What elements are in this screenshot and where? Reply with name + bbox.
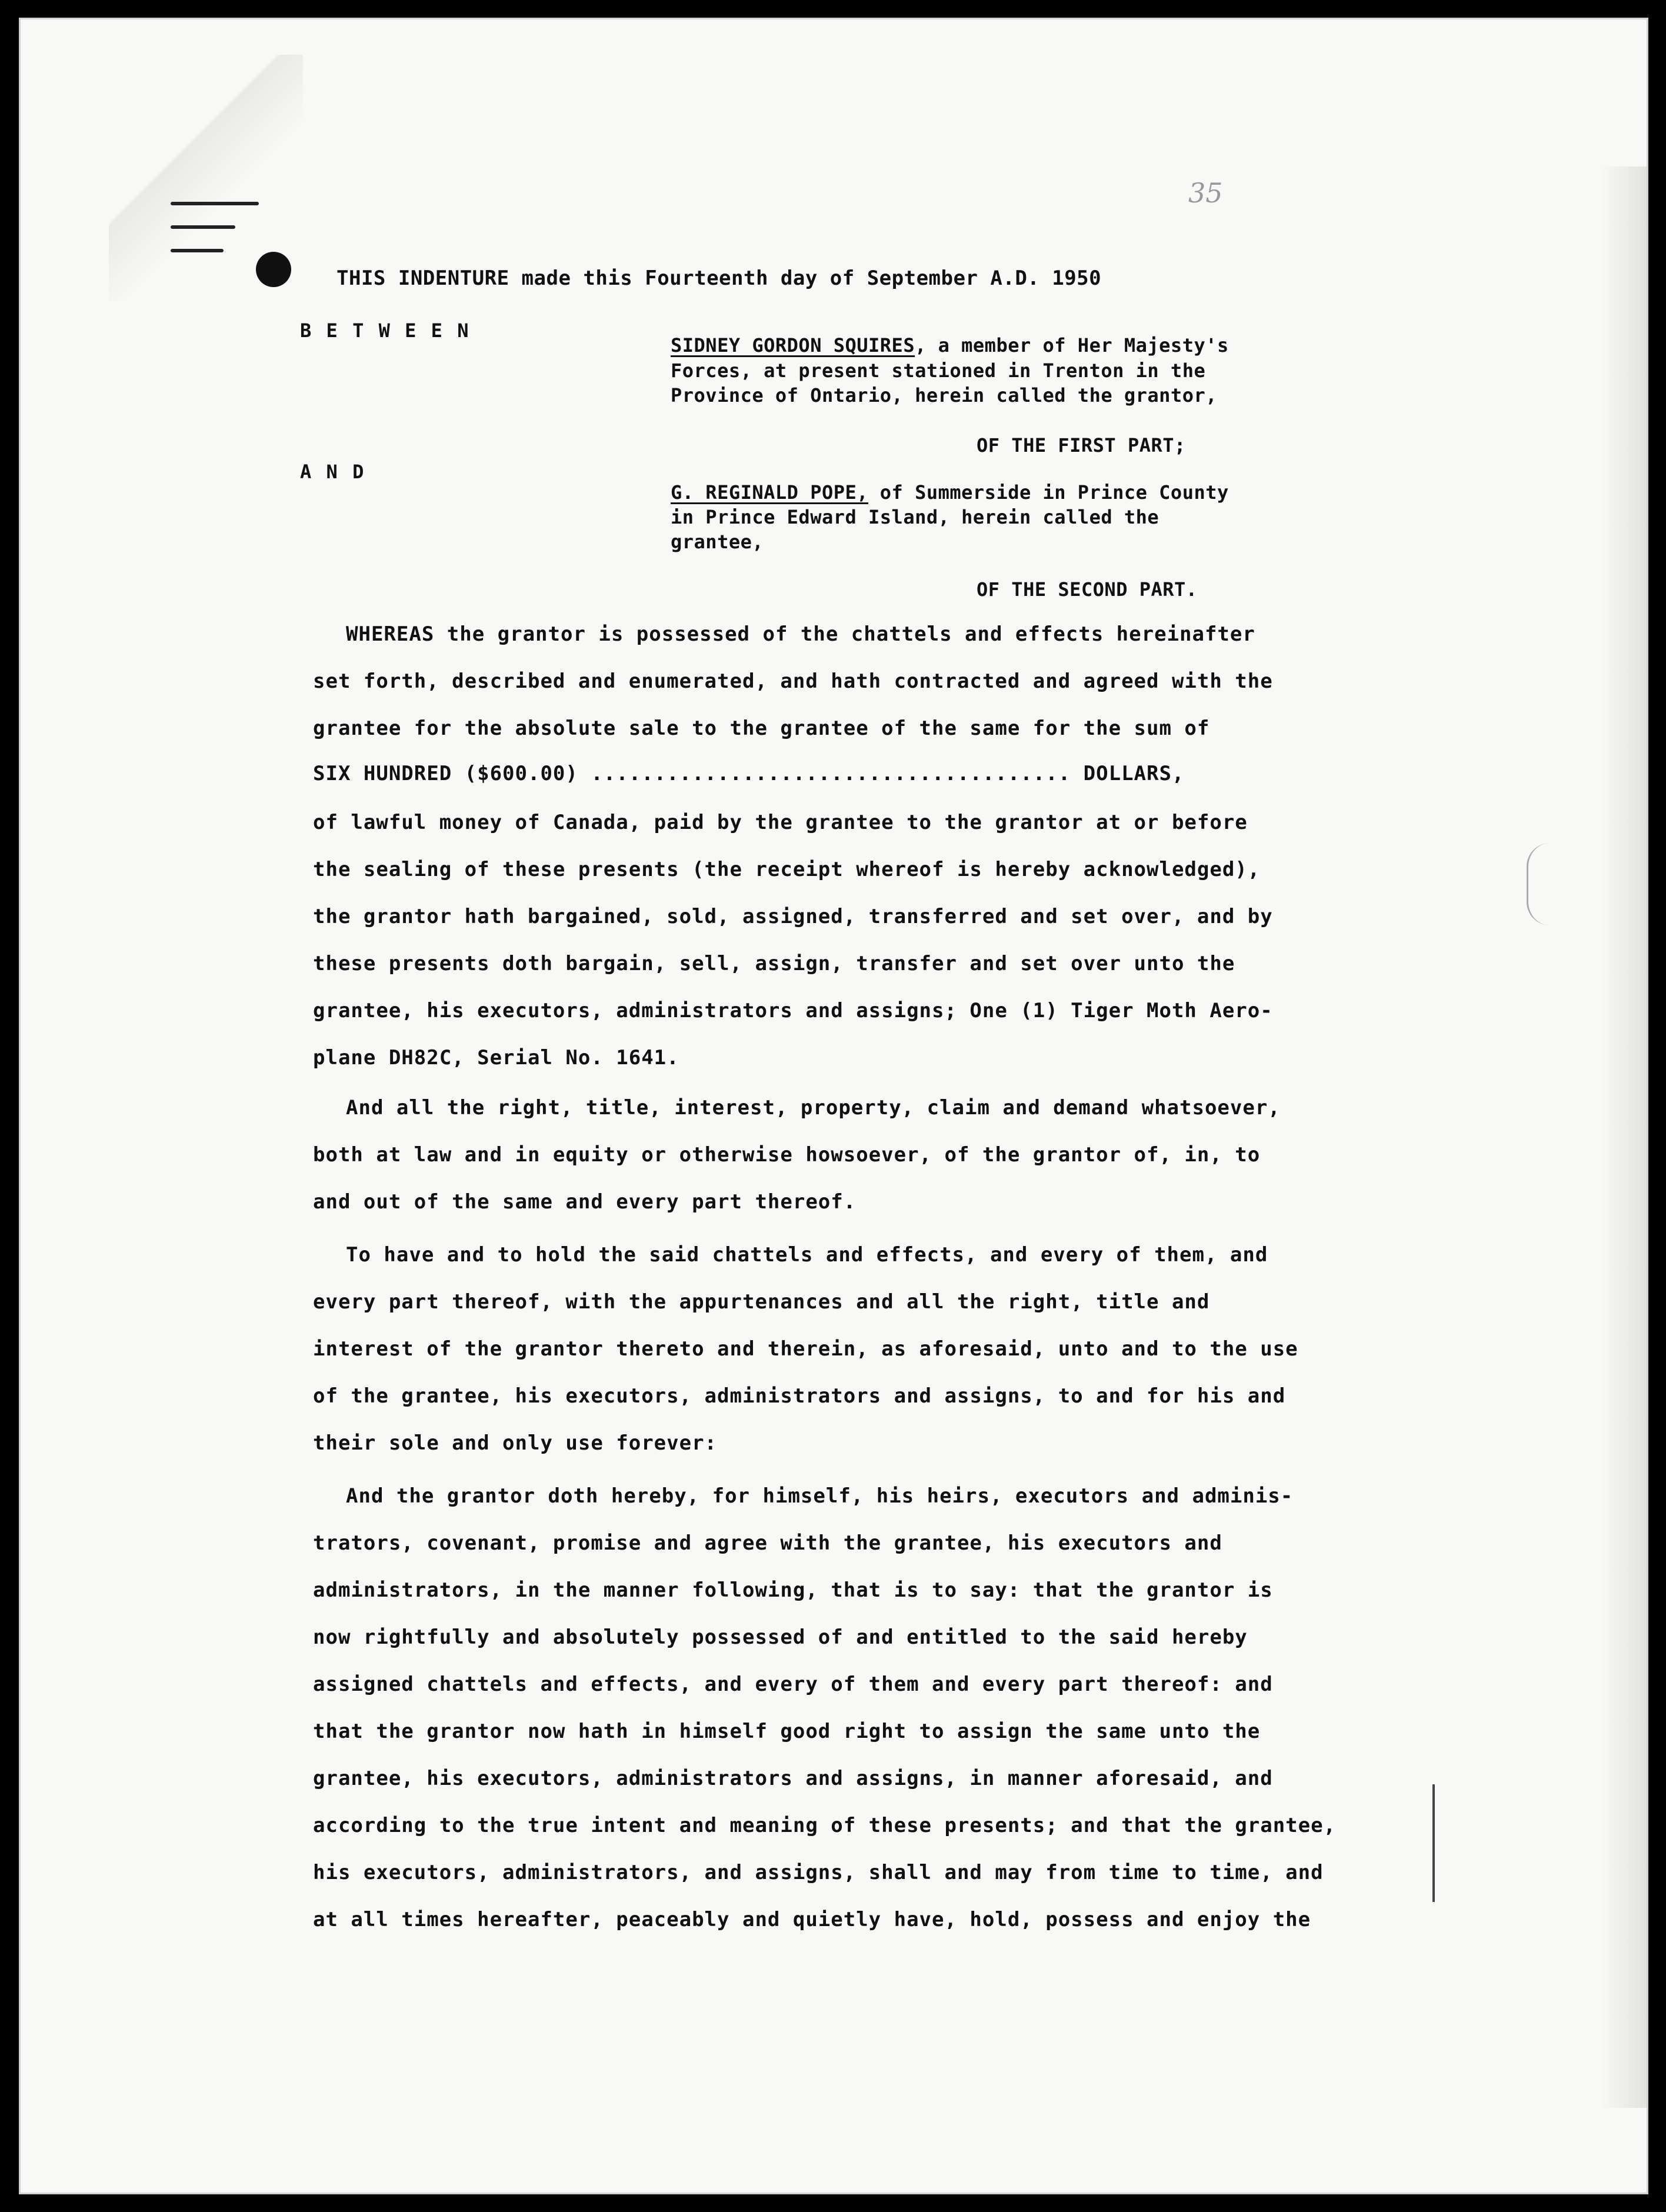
- grantee-line-3: grantee,: [671, 531, 764, 553]
- body-line: now rightfully and absolutely possessed of and entitled to the said hereby: [313, 1625, 1248, 1649]
- grantee-line-1: G. REGINALD POPE, of Summerside in Prince County: [671, 481, 1229, 504]
- scan-artifact: [1527, 843, 1552, 925]
- between-label: B E T W E E N: [300, 319, 471, 342]
- body-line: And the grantor doth hereby, for himself, his heirs, executors and adminis-: [346, 1484, 1294, 1508]
- body-line: and out of the same and every part thereof.: [313, 1190, 857, 1214]
- page-edge-shadow: [1600, 166, 1647, 2108]
- page-number: 35: [1188, 177, 1223, 209]
- body-line: both at law and in equity or otherwise howsoever, of the grantor of, in, to: [313, 1143, 1261, 1167]
- body-line: assigned chattels and effects, and every of them and every part thereof: and: [313, 1673, 1273, 1696]
- body-line: grantee, his executors, administrators and assigns; One (1) Tiger Moth Aero-: [313, 999, 1273, 1022]
- body-line: of the grantee, his executors, administrators and assigns, to and for his and: [313, 1384, 1286, 1408]
- body-line: his executors, administrators, and assigns, shall and may from time to time, and: [313, 1861, 1324, 1884]
- body-line: grantee, his executors, administrators and assigns, in manner aforesaid, and: [313, 1767, 1273, 1790]
- and-label: A N D: [300, 461, 366, 483]
- body-line: trators, covenant, promise and agree with the grantee, his executors and: [313, 1531, 1222, 1555]
- body-line: WHEREAS the grantor is possessed of the chattels and effects hereinafter: [346, 622, 1255, 646]
- body-line: administrators, in the manner following, that is to say: that the grantor is: [313, 1578, 1273, 1602]
- margin-mark: [1432, 1784, 1435, 1902]
- body-line: their sole and only use forever:: [313, 1431, 718, 1455]
- body-line: And all the right, title, interest, property, claim and demand whatsoever,: [346, 1096, 1281, 1120]
- body-line: grantee for the absolute sale to the grantee of the same for the sum of: [313, 717, 1210, 740]
- body-line: of lawful money of Canada, paid by the grantee to the grantor at or before: [313, 811, 1248, 834]
- opening-line: THIS INDENTURE made this Fourteenth day of September A.D. 1950: [336, 266, 1102, 290]
- body-line: that the grantor now hath in himself good right to assign the same unto the: [313, 1720, 1261, 1743]
- body-line: according to the true intent and meaning of these presents; and that the grantee,: [313, 1814, 1337, 1837]
- second-part-label: OF THE SECOND PART.: [977, 578, 1198, 601]
- grantor-line-2: Forces, at present stationed in Trenton in the: [671, 359, 1206, 382]
- grantee-name: G. REGINALD POPE,: [671, 481, 869, 504]
- body-line: set forth, described and enumerated, and hath contracted and agreed with the: [313, 669, 1273, 693]
- body-line: plane DH82C, Serial No. 1641.: [313, 1046, 679, 1070]
- grantor-name: SIDNEY GORDON SQUIRES: [671, 334, 915, 357]
- ink-blot: [256, 252, 291, 287]
- body-line: To have and to hold the said chattels and effects, and every of them, and: [346, 1243, 1268, 1267]
- first-part-label: OF THE FIRST PART;: [977, 434, 1186, 457]
- grantee-line-2: in Prince Edward Island, herein called the: [671, 506, 1159, 528]
- body-line: the grantor hath bargained, sold, assigned, transferred and set over, and by: [313, 905, 1273, 928]
- body-line: interest of the grantor thereto and therein, as aforesaid, unto and to the use: [313, 1337, 1298, 1361]
- body-line: SIX HUNDRED ($600.00) ...................................... DOLLARS,: [313, 762, 1185, 785]
- body-line: at all times hereafter, peaceably and quietly have, hold, possess and enjoy the: [313, 1908, 1311, 1931]
- grantor-line-3: Province of Ontario, herein called the grantor,: [671, 384, 1217, 407]
- grantor-line-1: SIDNEY GORDON SQUIRES, a member of Her Majesty's: [671, 334, 1229, 357]
- body-line: every part thereof, with the appurtenances and all the right, title and: [313, 1290, 1210, 1314]
- body-line: the sealing of these presents (the receipt whereof is hereby acknowledged),: [313, 858, 1261, 881]
- corner-marks: [171, 202, 259, 272]
- document-page: [19, 18, 1648, 2194]
- body-line: these presents doth bargain, sell, assign, transfer and set over unto the: [313, 952, 1235, 975]
